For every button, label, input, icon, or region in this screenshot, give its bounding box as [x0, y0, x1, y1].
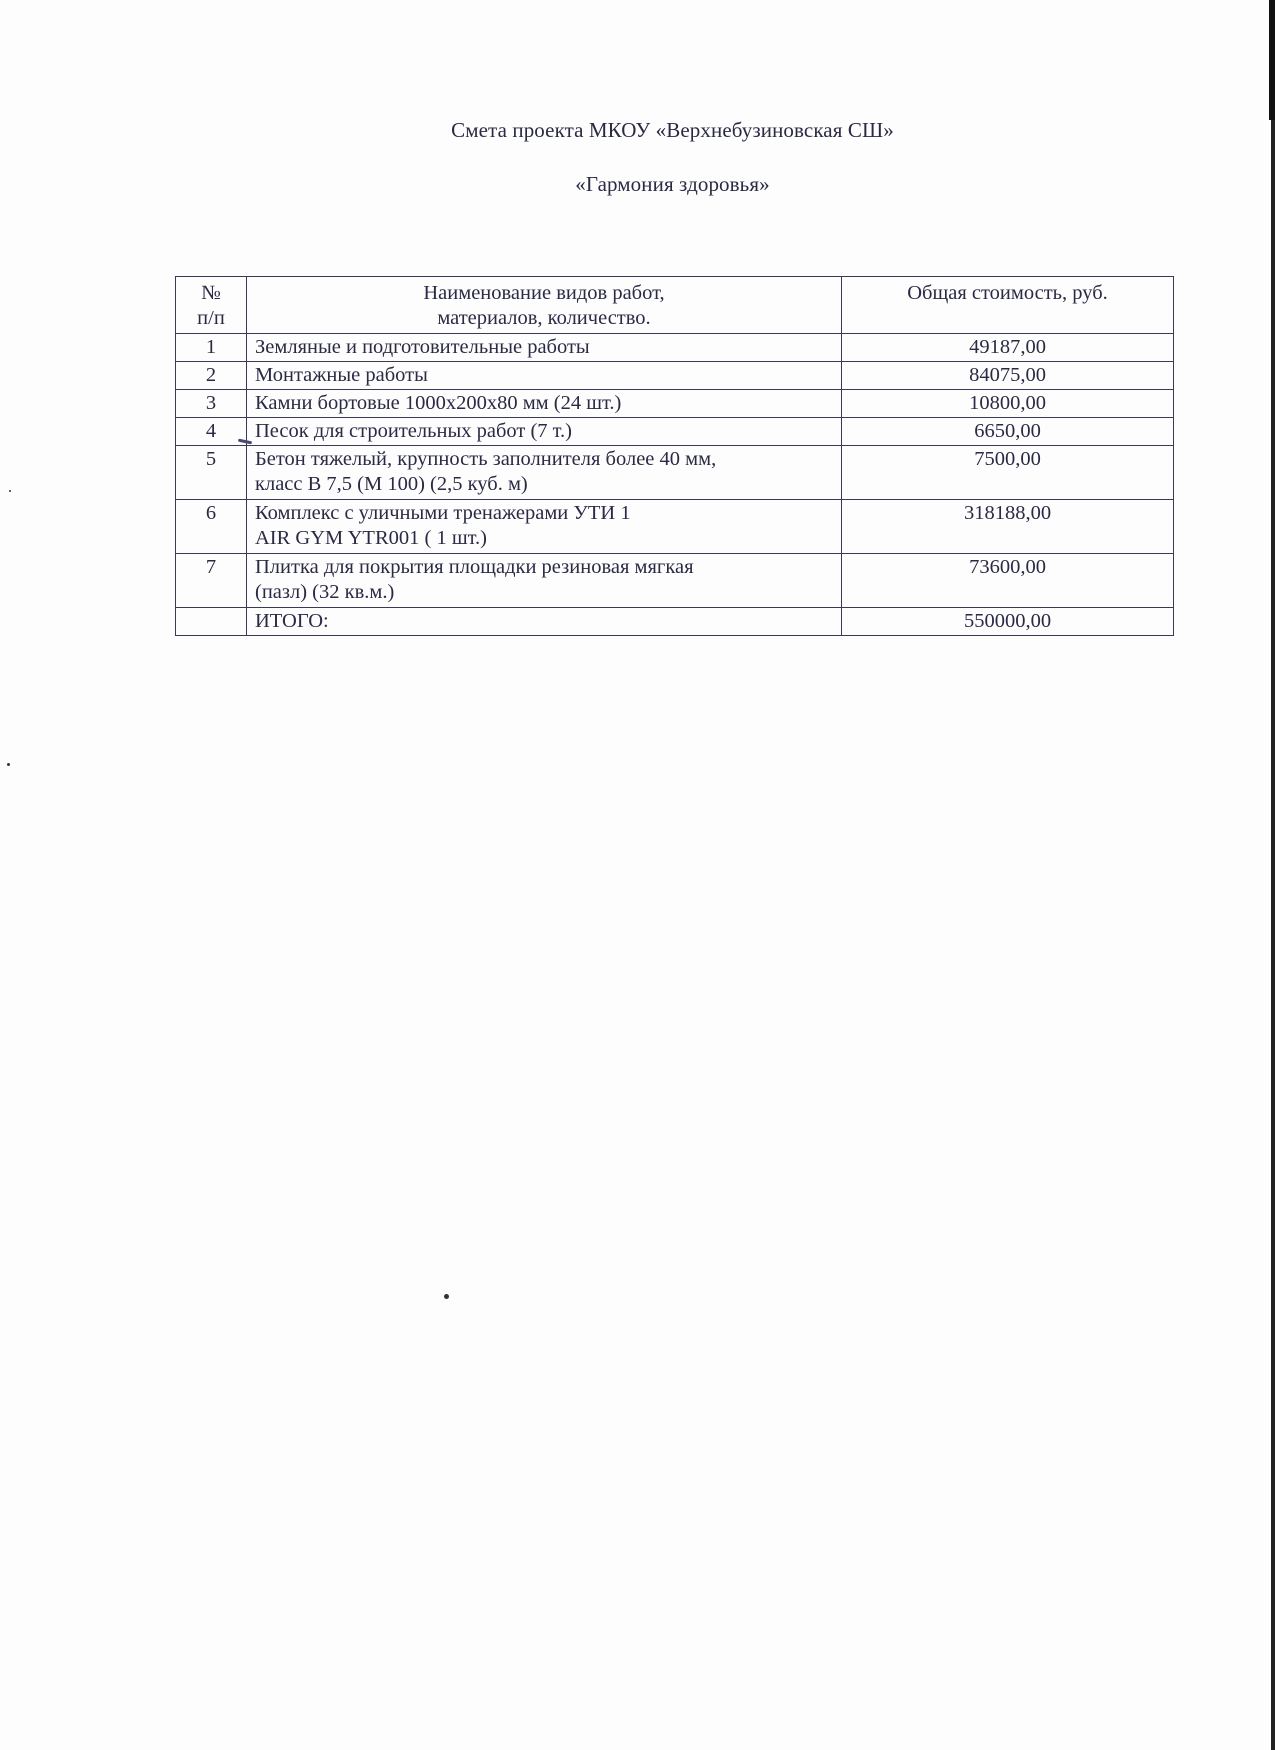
- table-row: [176, 446, 1174, 500]
- table-row: [176, 362, 1174, 390]
- header-cost-label: Общая стоимость, руб.: [907, 282, 1108, 304]
- row-name: [247, 362, 842, 390]
- row-cost: 318188,00: [842, 500, 1174, 554]
- scan-speck: [7, 763, 10, 766]
- row-name-line: Монтажные работы: [255, 364, 428, 386]
- row-name-line: AIR GYM YTR001 ( 1 шт.): [255, 527, 487, 549]
- row-name-line: Песок для строительных работ (7 т.): [255, 420, 573, 442]
- row-name-line: Земляные и подготовительные работы: [255, 336, 590, 358]
- header-number-line-1: №: [201, 282, 221, 304]
- row-cost: 84075,00: [842, 362, 1174, 390]
- row-name: [247, 418, 842, 446]
- table-row: [176, 554, 1174, 608]
- row-number: 4: [176, 418, 247, 446]
- total-number: [176, 608, 247, 636]
- row-name: [247, 334, 842, 362]
- header-cost: [842, 277, 1174, 334]
- estimate-table: [175, 276, 1174, 636]
- total-cost: 550000,00: [842, 608, 1174, 636]
- row-cost: 49187,00: [842, 334, 1174, 362]
- document-subtitle: «Гармония здоровья»: [575, 172, 770, 196]
- row-name: [247, 446, 842, 500]
- table-total-row: [176, 608, 1174, 636]
- header-name-line-2: материалов, количество.: [437, 307, 651, 329]
- row-number: 6: [176, 500, 247, 554]
- table-row: [176, 500, 1174, 554]
- scan-edge-shadow-top: [1269, 0, 1275, 120]
- row-cost: 10800,00: [842, 390, 1174, 418]
- row-number: 2: [176, 362, 247, 390]
- row-name-line: Камни бортовые 1000x200x80 мм (24 шт.): [255, 392, 622, 414]
- header-name: [247, 277, 842, 334]
- scan-speck: [9, 490, 11, 492]
- row-name-line: Бетон тяжелый, крупность заполнителя более 40 мм,: [255, 448, 717, 470]
- row-number: 5: [176, 446, 247, 500]
- table-header-row: [176, 277, 1174, 334]
- row-name-line: (пазл) (32 кв.м.): [255, 581, 395, 603]
- header-number-line-2: п/п: [197, 307, 225, 329]
- scan-speck: [444, 1294, 449, 1299]
- document-title: Смета проекта МКОУ «Верхнебузиновская СШ»: [451, 118, 894, 142]
- row-number: 1: [176, 334, 247, 362]
- header-number: [176, 277, 247, 334]
- row-number: 3: [176, 390, 247, 418]
- row-name: [247, 554, 842, 608]
- row-name: [247, 500, 842, 554]
- scan-edge-shadow: [1271, 0, 1275, 1750]
- row-number: 7: [176, 554, 247, 608]
- table-row: [176, 390, 1174, 418]
- row-name-line: класс В 7,5 (М 100) (2,5 куб. м): [255, 473, 528, 495]
- row-cost: 6650,00: [842, 418, 1174, 446]
- row-name-line: Плитка для покрытия площадки резиновая мягкая: [255, 556, 694, 578]
- total-label: ИТОГО:: [247, 608, 842, 636]
- row-name: [247, 390, 842, 418]
- row-name-line: Комплекс с уличными тренажерами УТИ 1: [255, 502, 631, 524]
- table-row: [176, 418, 1174, 446]
- table-row: [176, 334, 1174, 362]
- row-cost: 73600,00: [842, 554, 1174, 608]
- row-cost: 7500,00: [842, 446, 1174, 500]
- header-name-line-1: Наименование видов работ,: [423, 282, 665, 304]
